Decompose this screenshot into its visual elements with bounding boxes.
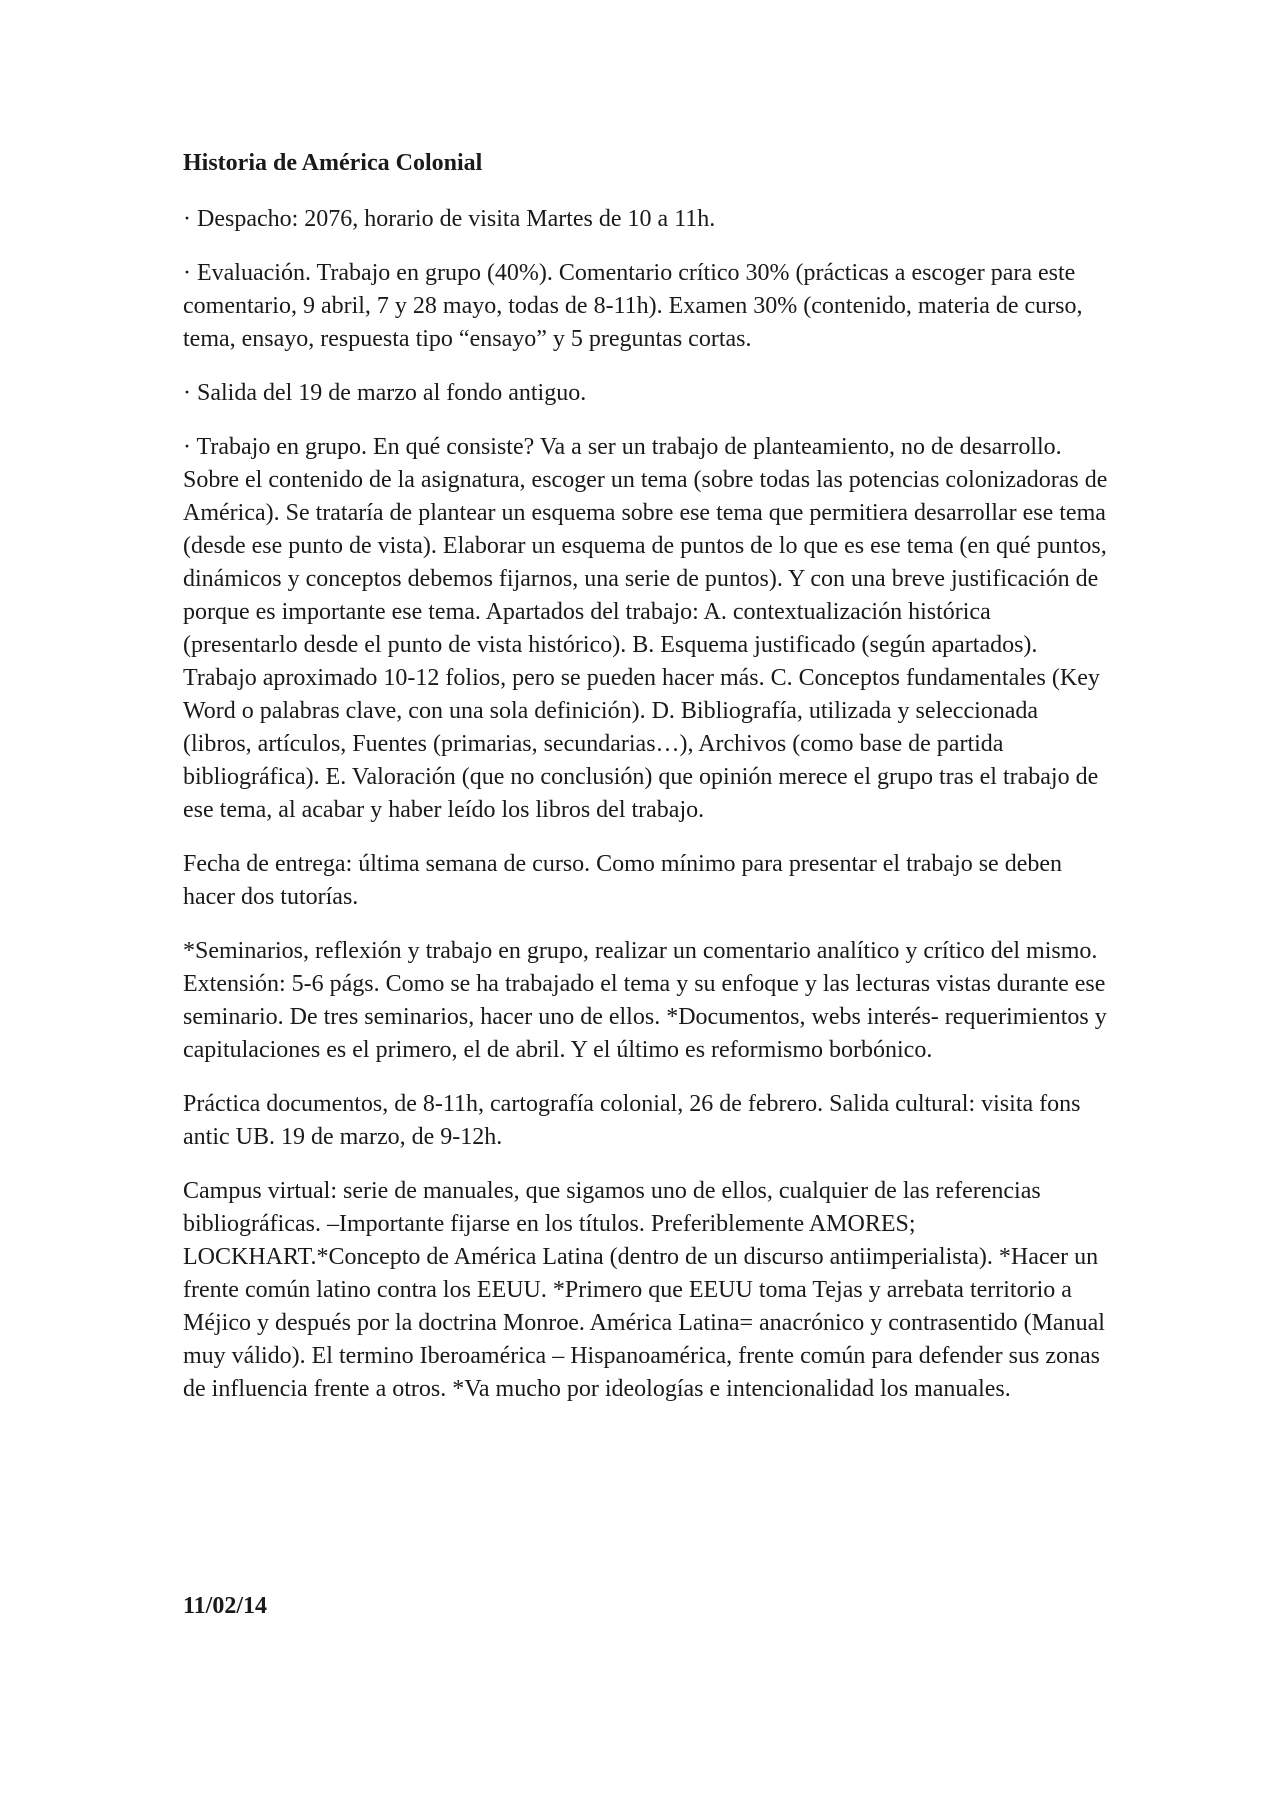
document-title: Historia de América Colonial <box>183 150 483 176</box>
paragraph-salida: · Salida del 19 de marzo al fondo antiguo. <box>183 380 587 406</box>
date-heading: 11/02/14 <box>183 1593 268 1619</box>
paragraph-despacho: · Despacho: 2076, horario de visita Martes de 10 a 11h. <box>183 206 716 232</box>
paragraph-campus-virtual: Campus virtual: serie de manuales, que sigamos uno de ellos, cualquier de las referencias bibliográficas. –Importante fijarse en los títulos. Preferiblemente AMORES; LOCKHART.*Concepto de América Latina (dentro de un discurso antiimperialista). *Hacer un frente común latino contra los EEUU. *Primero que EEUU toma Tejas y arrebata territorio a Méjico y después por la doctrina Monroe. América Latina= anacrónico y contrasentido (Manual muy válido). El termino Iberoamérica – Hispanoamérica, frente común para defender sus zonas de influencia frente a otros. *Va mucho por ideologías e intencionalidad los manuales. <box>183 1178 1105 1402</box>
document-body <box>183 147 1108 1619</box>
paragraph-practica: Práctica documentos, de 8-11h, cartografía colonial, 26 de febrero. Salida cultural: visita fons antic UB. 19 de marzo, de 9-12h. <box>183 1091 1081 1150</box>
paragraph-fecha-entrega: Fecha de entrega: última semana de curso. Como mínimo para presentar el trabajo se deben hacer dos tutorías. <box>183 851 1063 910</box>
paragraph-evaluacion: · Evaluación. Trabajo en grupo (40%). Comentario crítico 30% (prácticas a escoger para este comentario, 9 abril, 7 y 28 mayo, todas de 8-11h). Examen 30% (contenido, materia de curso, tema, ensayo, respuesta tipo “ensayo” y 5 preguntas cortas. <box>183 260 1083 352</box>
paragraph-trabajo-grupo: · Trabajo en grupo. En qué consiste? Va a ser un trabajo de planteamiento, no de desarrollo. Sobre el contenido de la asignatura, escoger un tema (sobre todas las potencias colonizadoras de América). Se trataría de plantear un esquema sobre ese tema que permitiera desarrollar ese tema (desde ese punto de vista). Elaborar un esquema de puntos de lo que es ese tema (en qué puntos, dinámicos y conceptos debemos fijarnos, una serie de puntos). Y con una breve justificación de porque es importante ese tema. Apartados del trabajo: A. contextualización histórica (presentarlo desde el punto de vista histórico). B. Esquema justificado (según apartados). Trabajo aproximado 10-12 folios, pero se pueden hacer más. C. Conceptos fundamentales (Key Word o palabras clave, con una sola definición). D. Bibliografía, utilizada y seleccionada (libros, artículos, Fuentes (primarias, secundarias…), Archivos (como base de partida bibliográfica). E. Valoración (que no conclusión) que opinión merece el grupo tras el trabajo de ese tema, al acabar y haber leído los libros del trabajo. <box>183 434 1108 823</box>
paragraph-seminarios: *Seminarios, reflexión y trabajo en grupo, realizar un comentario analítico y crítico del mismo. Extensión: 5-6 págs. Como se ha trabajado el tema y su enfoque y las lecturas vistas durante ese seminario. De tres seminarios, hacer uno de ellos. *Documentos, webs interés- requerimientos y capitulaciones es el primero, el de abril. Y el último es reformismo borbónico. <box>183 938 1107 1063</box>
